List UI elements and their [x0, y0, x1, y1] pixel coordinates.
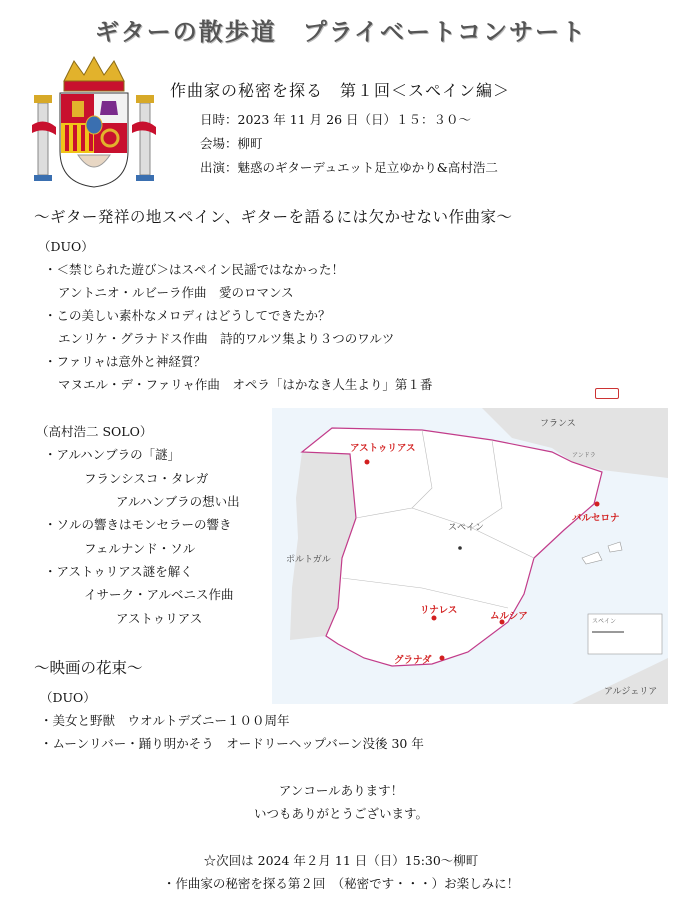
map-label-algeria: アルジェリア	[604, 687, 658, 697]
next-concert-date: ☆次回は 2024 年２月 11 日（日）15:30〜柳町	[203, 853, 479, 868]
program-item: ・この美しい素朴なメロディはどうしてできたか？	[44, 308, 331, 323]
map-label-murcia: ムルシア	[490, 611, 528, 622]
program-piece: アストゥリアス	[116, 611, 203, 626]
concert-title: 作曲家の秘密を探る 第１回＜スペイン編＞	[170, 81, 511, 100]
coat-of-arms-image	[30, 55, 158, 190]
solo-heading: （高村浩二 SOLO）	[36, 424, 153, 439]
program-item: ・ファリャは意外と神経質？	[44, 354, 206, 369]
decorative-box	[595, 388, 619, 399]
program-item: ・美女と野獣 ウオルトデズニー１００周年	[40, 713, 290, 728]
program-item: ・アストゥリアス謎を解く	[44, 564, 193, 579]
thanks-text: いつもありがとうございます。	[253, 806, 428, 821]
program-composer: イサーク・アルベニス作曲	[84, 587, 234, 602]
section-heading: 〜映画の花束〜	[34, 659, 143, 677]
program-item: ・ムーンリバー・踊り明かそう オードリーヘップバーン没後 30 年	[40, 736, 424, 751]
map-label-portugal: ポルトガル	[286, 555, 331, 565]
map-label-linares: リナレス	[420, 605, 458, 616]
program-item: ・＜禁じられた遊び＞はスペイン民謡ではなかった！	[44, 262, 345, 277]
map-label-asturias: アストゥリアス	[350, 443, 416, 454]
concert-performers: 出演：魅惑のギターデュエット足立ゆかり&高村浩二	[200, 160, 498, 175]
duo-heading: （DUO）	[40, 690, 96, 705]
spain-map	[272, 408, 668, 704]
map-label-france: フランス	[540, 419, 576, 429]
page-title: ギターの散歩道 プライベートコンサート	[94, 17, 588, 46]
program-composer: マヌエル・デ・ファリャ作曲 オペラ「はかなき人生より」第１番	[58, 377, 433, 392]
program-item: ・ソルの響きはモンセラーの響き	[44, 517, 232, 532]
encore-text: アンコールあります！	[278, 783, 404, 798]
program-composer: フランシスコ・タレガ	[84, 471, 209, 486]
program-piece: アルハンブラの想い出	[116, 494, 240, 509]
concert-date: 日時：2023 年 11 月 26 日（日）１５：３０〜	[200, 112, 471, 127]
theme-heading: 〜ギター発祥の地スペイン、ギターを語るには欠かせない作曲家〜	[34, 208, 513, 226]
map-label-andorra: アンドラ	[572, 452, 596, 459]
concert-venue: 会場：柳町	[200, 136, 263, 151]
duo-heading: （DUO）	[38, 239, 94, 254]
program-composer: エンリケ・グラナドス作曲 詩的ワルツ集より３つのワルツ	[58, 331, 395, 346]
program-item: ・アルハンブラの「謎」	[44, 447, 181, 462]
map-legend-title: スペイン	[592, 618, 617, 625]
program-composer: アントニオ・ルビーラ作曲 愛のロマンス	[58, 285, 294, 300]
program-composer: フェルナンド・ソル	[84, 541, 196, 556]
next-concert-note: ・作曲家の秘密を探る第２回 （秘密です・・・）お楽しみに！	[162, 876, 520, 891]
map-label-spain: スペイン	[448, 523, 485, 533]
map-label-barcelona: バルセロナ	[572, 513, 620, 524]
map-label-granada: グラナダ	[394, 655, 432, 666]
